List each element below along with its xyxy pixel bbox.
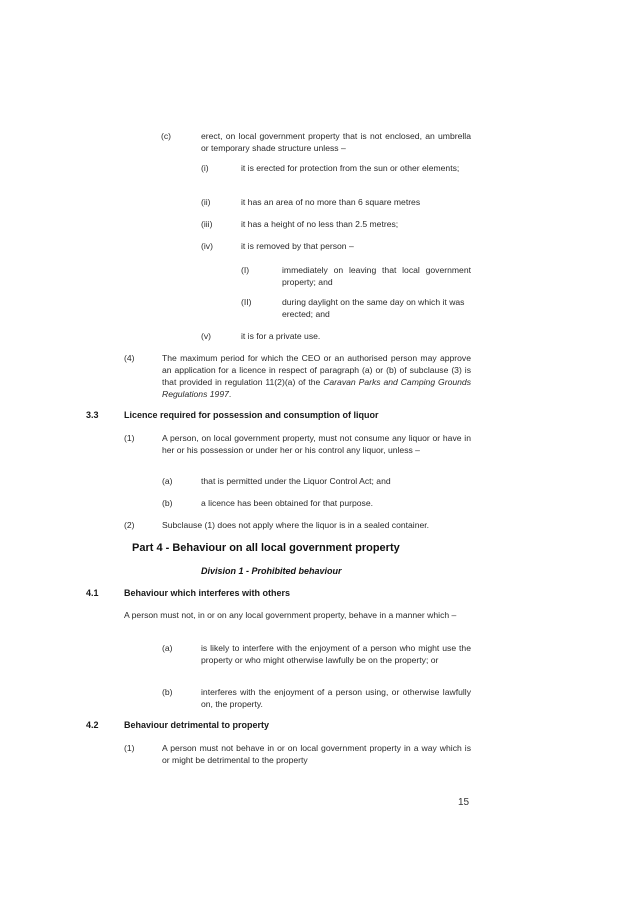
subitem-label-iv: (iv)	[201, 241, 213, 251]
clause-text-4-end: .	[228, 389, 232, 399]
item-text-4-1-a: is likely to interfere with the enjoyment of a person who might use the property or who might otherwise lawfully be on the property; or	[201, 643, 471, 665]
division-heading: Division 1 - Prohibited behaviour	[201, 566, 342, 576]
clause-label-3-3-2: (2)	[124, 520, 135, 530]
subitem-text-i: it is erected for protection from the sun or other elements;	[241, 163, 460, 173]
section-heading-4-1: Behaviour which interferes with others	[124, 588, 291, 598]
clause-text-3-3-1: A person, on local government property, must not consume any liquor or have in her or his possession or under her or his control any liquor, unless –	[162, 433, 471, 455]
subsubitem-label-II: (II)	[241, 297, 252, 307]
part-heading: Part 4 - Behaviour on all local government property	[132, 542, 400, 554]
section-heading-4-2: Behaviour detrimental to property	[124, 720, 270, 730]
clause-label-3-3-1: (1)	[124, 433, 135, 443]
item-label-4-1-a: (a)	[162, 643, 173, 653]
item-label-4-1-b: (b)	[162, 687, 173, 697]
clause-label-4: (4)	[124, 353, 135, 363]
subitem-text-iii: it has a height of no less than 2.5 metres;	[241, 219, 399, 229]
page-number: 15	[458, 797, 470, 808]
subitem-label-v: (v)	[201, 331, 212, 341]
section-heading-3-3: Licence required for possession and consumption of liquor	[124, 410, 379, 420]
section-number-3-3: 3.3	[86, 410, 99, 420]
clause-text-4	[162, 352, 471, 400]
subsubitem-text-II: during daylight on the same day on which it was erected; and	[282, 297, 465, 319]
item-label-3-3-a: (a)	[162, 476, 173, 486]
subitem-label-iii: (iii)	[201, 219, 213, 229]
item-text-4-1-b: interferes with the enjoyment of a person using, or otherwise lawfully on, the property.	[201, 687, 471, 709]
item-text-c: erect, on local government property that is not enclosed, an umbrella or temporary shade structure unless –	[201, 131, 471, 153]
subitem-text-v: it is for a private use.	[241, 331, 321, 341]
subsubitem-text-I: immediately on leaving that local government property; and	[282, 265, 471, 287]
clause-text-4-2-1: A person must not behave in or on local government property in a way which is or might be detrimental to the property	[162, 743, 471, 765]
item-text-3-3-b: a licence has been obtained for that purpose.	[201, 498, 373, 508]
clause-text-4-regulation-title: Caravan Parks and Camping Grounds Regulations 1997	[162, 377, 471, 399]
section-number-4-2: 4.2	[86, 720, 99, 730]
subsubitem-label-I: (I)	[241, 265, 250, 275]
section-number-4-1: 4.1	[86, 588, 99, 598]
clause-text-3-3-2: Subclause (1) does not apply where the liquor is in a sealed container.	[162, 520, 430, 530]
item-label-3-3-b: (b)	[162, 498, 173, 508]
clause-text-4-main: The maximum period for which the CEO or an authorised person may approve an application for a licence in respect of paragraph (a) or (b) of subclause (3) is that provided in regulation 11(2)(a) of the	[162, 353, 471, 387]
subitem-label-i: (i)	[201, 163, 209, 173]
clause-label-4-2-1: (1)	[124, 743, 135, 753]
section-intro-4-1: A person must not, in or on any local government property, behave in a manner which –	[124, 610, 457, 620]
item-label-c: (c)	[161, 131, 172, 141]
subitem-text-iv: it is removed by that person –	[241, 241, 354, 251]
item-text-3-3-a: that is permitted under the Liquor Control Act; and	[201, 476, 391, 486]
subitem-text-ii: it has an area of no more than 6 square metres	[241, 197, 421, 207]
subitem-label-ii: (ii)	[201, 197, 211, 207]
